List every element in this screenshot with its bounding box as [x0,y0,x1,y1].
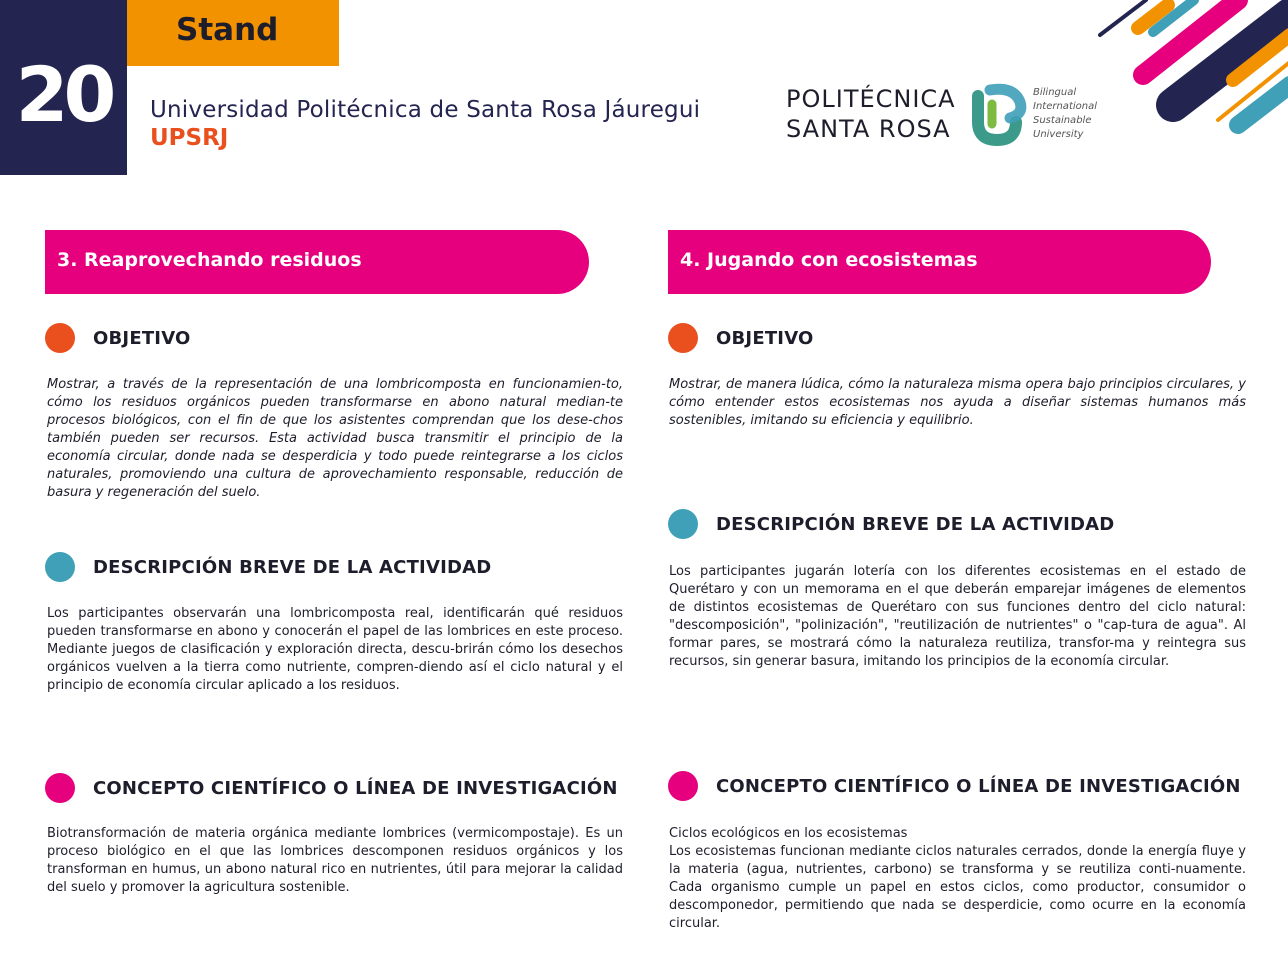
activity-3-description-text: Los participantes observarán una lombricomposta real, identificarán qué residuos pueden transformarse en abono y conocerán el papel de las lombrices en este proceso. Mediante juegos de clasificación y exploración directa, descu-brirán cómo los desechos orgánicos vuelven a la tierra como nutriente, compren-diendo así el ciclo natural y el principio de economía circular aplicado a los residuos. [47,606,623,693]
pink-bullet-icon [668,771,698,801]
logo-line-1: POLITÉCNICA [786,85,956,113]
activity-4-objective-text: Mostrar, de manera lúdica, cómo la naturaleza misma opera bajo principios circulares, y cómo entender estos ecosistemas nos ayuda a diseñar sistemas humanos más sostenibles, imitando su eficiencia y equilibrio. [669,377,1246,428]
activity-3-banner [45,230,589,294]
activity-4-title: 4. Jugando con ecosistemas [680,249,978,271]
logo-line-2: SANTA ROSA [786,115,951,143]
university-name: Universidad Politécnica de Santa Rosa Jáuregui [150,97,701,123]
teal-bullet-icon [45,552,75,582]
activity-4-objective-heading: OBJETIVO [668,323,814,353]
activity-3-concept-heading: CONCEPTO CIENTÍFICO O LÍNEA DE INVESTIGACIÓN [45,773,618,803]
activity-4-concept-text: Los ecosistemas funcionan mediante ciclos naturales cerrados, donde la energía fluye y la materia (agua, nutrientes, carbono) se transforma y se reutiliza conti-nuamente. Cada organismo cumple un papel en estos ciclos, como productor, consumidor o descomponedor, permitiendo que nada se desperdicie, como ocurre en la economía circular. [669,844,1246,931]
activity-3-description-heading: DESCRIPCIÓN BREVE DE LA ACTIVIDAD [45,552,491,582]
stand-number: 20 [15,50,112,139]
logo-tagline: Bilingual International Sustainable University [1033,87,1097,140]
activity-4-concept-heading: CONCEPTO CIENTÍFICO O LÍNEA DE INVESTIGACIÓN [668,771,1241,801]
decorative-stripes [1098,0,1288,140]
orange-bullet-icon [668,323,698,353]
activity-4-concept-subtitle: Ciclos ecológicos en los ecosistemas [669,826,908,841]
activity-4-description-text: Los participantes jugarán lotería con los diferentes ecosistemas en el estado de Querétaro y con un memorama en el que deberán emparejar imágenes de elementos de distintos ecosistemas de Querétaro con sus funciones dentro del ciclo natural: "descomposición", "polinización", "reutilización de nutrientes" o "cap-tura de agua". Al formar pares, se mostrará cómo la naturaleza reutiliza, transfor-ma y reintegra sus recursos, sin generar basura, imitando los principios de la economía circular. [669,564,1246,669]
activity-4-concept-block [669,825,1246,933]
university-abbr: UPSRJ [150,125,229,151]
university-logo-text [786,85,956,145]
activity-3-objective-text: Mostrar, a través de la representación de una lombricomposta en funcionamien-to, cómo los residuos orgánicos pueden transformarse en abono natural median-te procesos biológicos, con el fin de que los asistentes comprendan que los dese-chos también pueden ser recursos. Esta actividad busca transmitir el principio de la economía circular, donde nada se desperdicia y todo puede reintegrarse a los ciclos naturales, promoviendo una cultura de aprovechamiento responsable, reducción de basura y regeneración del suelo. [47,377,623,500]
activity-3-title: 3. Reaprovechando residuos [57,249,362,271]
stand-tab [127,0,339,66]
activity-3-objective-heading: OBJETIVO [45,323,191,353]
orange-bullet-icon [45,323,75,353]
pink-bullet-icon [45,773,75,803]
activity-4-banner [668,230,1211,294]
activity-3-concept-text: Biotransformación de materia orgánica mediante lombrices (vermicompostaje). Es un proceso biológico en el que las lombrices descomponen residuos orgánicos y los transforman en humus, un abono natural rico en nutrientes, útil para mejorar la calidad del suelo y promover la agricultura sostenible. [47,826,623,895]
university-logo-icon [970,82,1028,146]
teal-bullet-icon [668,509,698,539]
stand-label: Stand [176,12,279,48]
stand-number-block [0,0,127,175]
activity-4-description-heading: DESCRIPCIÓN BREVE DE LA ACTIVIDAD [668,509,1114,539]
